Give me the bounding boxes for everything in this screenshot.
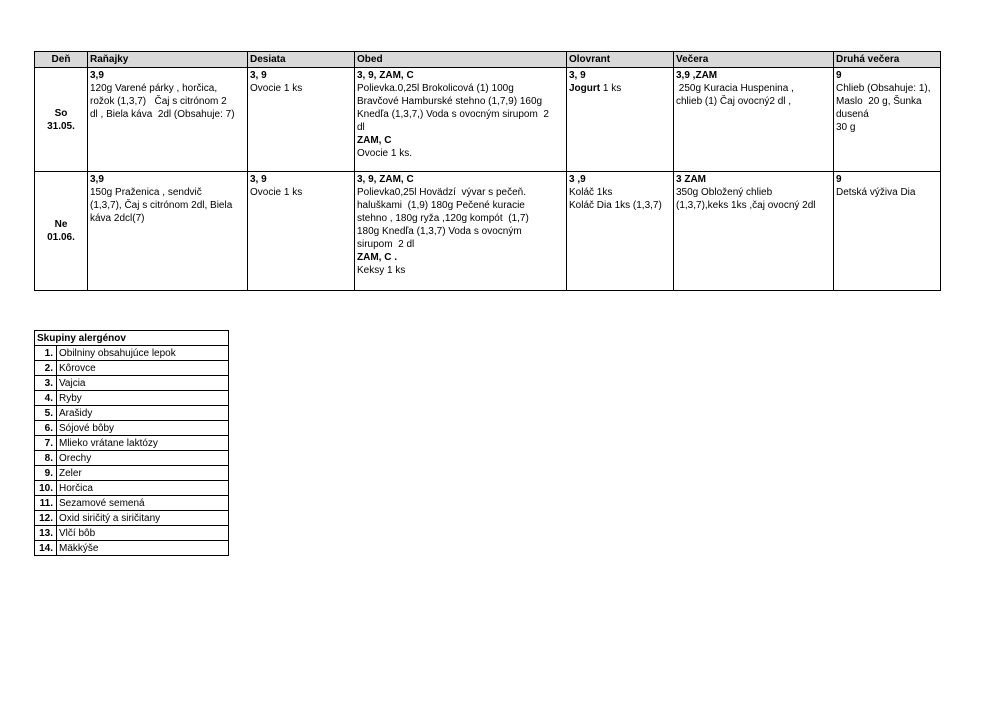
meal-line: 150g Praženica , sendvič: [90, 187, 202, 198]
allergen-codes: 3 ,9: [569, 174, 586, 185]
allergen-codes: 9: [836, 70, 842, 81]
allergen-name: Sezamové semená: [57, 496, 229, 511]
header-desiata: Desiata: [248, 52, 355, 68]
day-cell: [35, 68, 88, 172]
allergen-name: Arašidy: [57, 406, 229, 421]
allergen-number: 12.: [35, 511, 57, 526]
allergen-name: Oxid siričitý a siričitany: [57, 511, 229, 526]
meal-line: Knedľa (1,3,7,) Voda s ovocným sirupom 2: [357, 109, 549, 120]
allergen-number: 6.: [35, 421, 57, 436]
allergen-codes: 3, 9: [250, 174, 267, 185]
desiata-cell: [248, 68, 355, 172]
meal-line: Chlieb (Obsahuje: 1),: [836, 83, 931, 94]
ranajky-cell: [88, 172, 248, 291]
meal-line: stehno , 180g ryža ,120g kompót (1,7): [357, 213, 529, 224]
meal-line: Ovocie 1 ks.: [357, 148, 413, 159]
meal-line: dusená: [836, 109, 869, 120]
allergen-codes: 3, 9, ZAM, C: [357, 174, 414, 185]
meal-line: sirupom 2 dl: [357, 239, 415, 250]
ranajky-cell: [88, 68, 248, 172]
allergen-row: [35, 541, 229, 556]
meal-line: 30 g: [836, 122, 856, 133]
allergen-name: Kôrovce: [57, 361, 229, 376]
olovrant-cell: [567, 172, 674, 291]
allergen-number: 2.: [35, 361, 57, 376]
allergen-number: 4.: [35, 391, 57, 406]
vecera-cell: [674, 172, 834, 291]
meal-line: Ovocie 1 ks: [250, 83, 303, 94]
allergen-row: [35, 436, 229, 451]
allergen-row: [35, 346, 229, 361]
allergen-name: Orechy: [57, 451, 229, 466]
allergen-codes: 3,9: [90, 70, 104, 81]
allergen-name: Mlieko vrátane laktózy: [57, 436, 229, 451]
meal-line: Polievka.0,25l Brokolicová (1) 100g: [357, 83, 514, 94]
header-druha-vecera: Druhá večera: [834, 52, 941, 68]
obed-cell: [355, 68, 567, 172]
meal-line: 120g Varené párky , horčica,: [90, 83, 218, 94]
desiata-cell: [248, 172, 355, 291]
allergen-number: 8.: [35, 451, 57, 466]
header-den: Deň: [35, 52, 88, 68]
allergen-name: Sójové bôby: [57, 421, 229, 436]
meal-line: Koláč Dia 1ks (1,3,7): [569, 200, 662, 211]
allergen-name: Vlčí bôb: [57, 526, 229, 541]
allergen-number: 11.: [35, 496, 57, 511]
meal-line: haluškami (1,9) 180g Pečené kuracie: [357, 200, 525, 211]
vecera-cell: [674, 68, 834, 172]
allergen-number: 5.: [35, 406, 57, 421]
meal-line: chlieb (1) Čaj ovocný2 dl ,: [676, 96, 792, 107]
day-cell: [35, 172, 88, 291]
meal-line: [569, 82, 671, 95]
meal-qty: 1 ks: [600, 83, 622, 94]
meal-line: Polievka0,25l Hovädzí vývar s pečeň.: [357, 187, 526, 198]
allergen-name: Ryby: [57, 391, 229, 406]
allergen-number: 7.: [35, 436, 57, 451]
allergen-codes: 3,9: [90, 174, 104, 185]
allergen-row: [35, 466, 229, 481]
allergen-row: [35, 391, 229, 406]
allergen-codes: 3, 9: [569, 70, 586, 81]
menu-header-row: [35, 52, 941, 68]
allergen-row: [35, 451, 229, 466]
weekly-menu-table: [34, 51, 941, 291]
allergen-row: [35, 511, 229, 526]
meal-line: Maslo 20 g, Šunka: [836, 96, 922, 107]
allergen-name: Obilniny obsahujúce lepok: [57, 346, 229, 361]
allergen-groups-table: [34, 330, 229, 556]
allergen-row: [35, 361, 229, 376]
header-vecera: Večera: [674, 52, 834, 68]
header-obed: Obed: [355, 52, 567, 68]
menu-day-row: [35, 172, 941, 291]
meal-line: 350g Obložený chlieb: [676, 187, 773, 198]
allergen-number: 10.: [35, 481, 57, 496]
allergen-codes: 3, 9, ZAM, C: [357, 70, 414, 81]
day-name: So: [54, 107, 68, 119]
meal-line: Koláč 1ks: [569, 187, 613, 198]
druha-vecera-cell: [834, 172, 941, 291]
allergen-codes: 3, 9: [250, 70, 267, 81]
allergen-list: [35, 346, 229, 556]
allergen-number: 1.: [35, 346, 57, 361]
olovrant-cell: [567, 68, 674, 172]
allergen-name: Mäkkýše: [57, 541, 229, 556]
allergen-codes-secondary: ZAM, C: [357, 135, 392, 146]
meal-line: Detská výživa Dia: [836, 187, 916, 198]
allergen-codes: 3 ZAM: [676, 174, 706, 185]
meal-line: (1,3,7),keks 1ks ,čaj ovocný 2dl: [676, 200, 816, 211]
allergen-number: 3.: [35, 376, 57, 391]
allergen-number: 13.: [35, 526, 57, 541]
day-date: 01.06.: [47, 232, 75, 243]
header-ranajky: Raňajky: [88, 52, 248, 68]
allergen-row: [35, 421, 229, 436]
allergen-codes: 3,9 ,ZAM: [676, 70, 718, 81]
allergen-table-title: Skupiny alergénov: [35, 331, 229, 346]
meal-line: 180g Knedľa (1,3,7) Voda s ovocným: [357, 226, 522, 237]
meal-line: 250g Kuracia Huspenina ,: [676, 83, 794, 94]
allergen-row: [35, 481, 229, 496]
meal-line: Keksy 1 ks: [357, 265, 406, 276]
allergen-row: [35, 376, 229, 391]
meal-line: rožok (1,3,7) Čaj s citrónom 2: [90, 96, 227, 107]
allergen-name: Zeler: [57, 466, 229, 481]
obed-cell: [355, 172, 567, 291]
meal-line: dl , Biela káva 2dl (Obsahuje: 7): [90, 109, 235, 120]
allergen-row: [35, 406, 229, 421]
allergen-row: [35, 526, 229, 541]
menu-day-row: [35, 68, 941, 172]
day-name: Ne: [54, 219, 68, 230]
meal-name-bold: Jogurt: [569, 83, 601, 94]
allergen-row: [35, 496, 229, 511]
allergen-name: Vajcia: [57, 376, 229, 391]
meal-line: káva 2dcl(7): [90, 213, 145, 224]
meal-line: Ovocie 1 ks: [250, 187, 303, 198]
meal-line: (1,3,7), Čaj s citrónom 2dl, Biela: [90, 200, 233, 211]
day-date: 31.05.: [47, 120, 75, 132]
meal-line: Bravčové Hamburské stehno (1,7,9) 160g: [357, 96, 543, 107]
druha-vecera-cell: [834, 68, 941, 172]
allergen-number: 9.: [35, 466, 57, 481]
allergen-codes: 9: [836, 174, 842, 185]
meal-line: dl: [357, 122, 365, 133]
header-olovrant: Olovrant: [567, 52, 674, 68]
allergen-name: Horčica: [57, 481, 229, 496]
allergen-codes-secondary: ZAM, C .: [357, 252, 397, 263]
allergen-number: 14.: [35, 541, 57, 556]
